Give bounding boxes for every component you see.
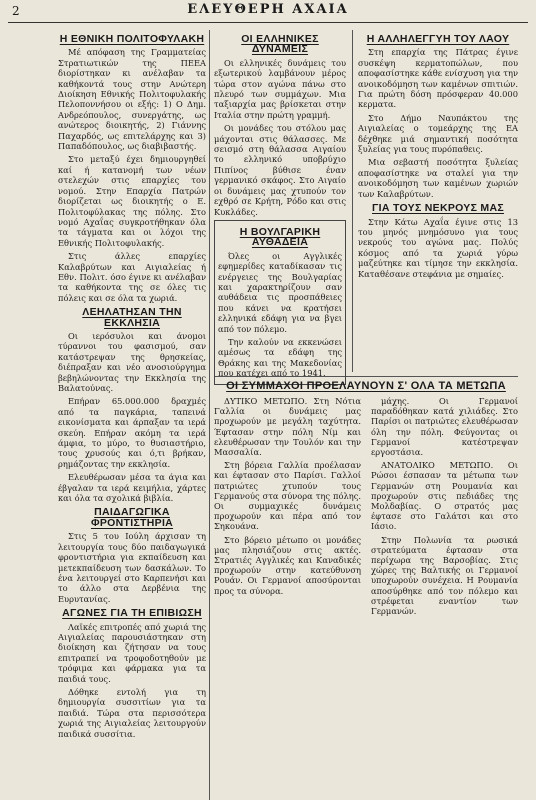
article-title-our-dead: ΓΙΑ ΤΟΥΣ ΝΕΚΡΟΥΣ ΜΑΣ	[372, 202, 504, 215]
article-paragraph: Στη επαρχία της Πάτρας έγινε συσκέψη κερματοπώλων, που αποφασίστηκε κάθε ενίσχυση για την ανοικοδόμηση των καμένων σπιτιών. Για πρώτη δόση πρόσφεραν 40.000 κερματα.	[358, 47, 518, 110]
article-paragraph: Στο μεταξύ έχει δημιουργηθεί καί ή κατανομή των νέων στελεχών στις επαρχίες του νομού. Στην Επαρχία Πατρών διορίζεται ως διοικητής ο Ε. Πολιτοφύλακας της πόλης. Στο νομό Αχαΐας συγκροτήθηκαν όλα τα τάγματα και οι λόχοι της Εθνικής Πολιτοφυλακής.	[58, 154, 206, 248]
masthead: ΕΛΕΥΘΕΡΗ ΑΧΑΙΑ	[187, 2, 349, 17]
article-paragraph: Στην Κάτω Αχαΐα έγινε στις 13 του μηνός μνημόσυνο για τους νεκρούς του αγώνα μας. Πολύς κόσμος από τα χωριά γύρω μαζεύτηκε και τίμησε την εκκλησία. Καταθέσανε στεφάνια με σημαίες.	[358, 216, 518, 279]
wide-article-fronts	[214, 380, 518, 800]
article-paragraph: Στις 5 του Ιούλη άρχισαν τη λειτουργία τους δύο παιδαγωγικά φροντιστήρια για εκπαίδευση και μετεκπαίδευση των δασκάλων. Το ένα λειτουργεί στο Καρπενήσι και το άλλο στα Δερβένια της Ευρυτανίας.	[58, 531, 206, 604]
article-paragraph: Οι μονάδες του στόλου μας μάχονται στις θάλασσες. Με σεισμό στη θάλασσα Αιγαίου το ελληνικό υποβρύχιο Πιπίνος βύθισε έναν γερμανικό σκάφος. Στο Αιγαίο οι δυνάμεις μας χτυπούν τον εχθρό σε Κρήτη, Ρόδο και στις Κυκλάδες.	[214, 123, 346, 217]
column-middle	[214, 30, 346, 379]
article-title-pedagogical-seminars: ΠΑΙΔΑΓΩΓΙΚΑ ΦΡΟΝΤΙΣΤΗΡΙΑ	[90, 506, 174, 529]
wide-article-columns	[214, 396, 518, 619]
article-title-church-looting: ΛΕΗΛΑΤΗΣΑΝ ΤΗΝ ΕΚΚΛΗΣΙΑ	[82, 306, 182, 329]
article-paragraph: ΔΥΤΙΚΟ ΜΕΤΩΠΟ. Στη Νότια Γαλλία οι δυνάμεις μας προχωρούν με μεγάλη ταχύτητα. Έφτασαν στην πόλη Νίμ και ελευθέρωσαν την Τουλόν και την Μασσαλία.	[214, 396, 361, 458]
page-number: 2	[12, 4, 20, 18]
article-paragraph: Την καλούν να εκκενώσει αμέσως τα εδάφη της Θράκης και της Μακεδονίας που κατέχει από το 1941.	[218, 336, 342, 379]
article-paragraph: Οι ελληνικές δυνάμεις του εξωτερικού λαμβάνουν μέρος τώρα στον αγώνα πάνω στο πλευρό των συμμάχων. Μια ταξιαρχία μας βρίσκεται στην Ιταλία στην πρώτη γραμμή.	[214, 57, 346, 120]
article-title-national-militia: Η ΕΘΝΙΚΗ ΠΟΛΙΤΟΦΥΛΑΚΗ	[59, 33, 205, 45]
article-title-bulgarian-insolence: Η ΒΟΥΛΓΑΡΙΚΗ ΑΥΘΑΔΕΙΑ	[239, 225, 321, 249]
header-rule	[8, 22, 528, 23]
article-paragraph: ΑΝΑΤΟΛΙΚΟ ΜΕΤΩΠΟ. Οι Ρώσοι έσπασαν τα μέτωπα των Γερμανών στη Ρουμανία και προχωρούν στις πεδιάδες της Μολδαβίας. Ο στρατός μας έφτασε στο Γαλάτσι και στο Ιάσιο.	[371, 460, 518, 532]
page-header	[0, 0, 536, 26]
boxed-article	[214, 220, 346, 385]
article-paragraph: Στη βόρεια Γαλλία προέλασαν και έφτασαν στο Παρίσι. Γαλλοί πατριώτες χτυπούν τους Γερμανούς στα σύνορα της πόλης. Οι συμμαχικές δυνάμεις προχωρούν και πέρα από τον Σηκουάνα.	[214, 460, 361, 532]
article-paragraph: Δόθηκε εντολή για τη δημιουργία συσσιτίων για τα παιδιά. Τώρα στα περισσότερα χωριά της Αιγιαλείας λειτουργούν παιδικά συσσίτια.	[58, 686, 206, 739]
article-title-allies-advance: ΟΙ ΣΥΜΜΑΧΟΙ ΠΡΟΕΛΑΥΝΟΥΝ Σ' ΟΛΑ ΤΑ ΜΕΤΩΠΑ	[226, 380, 506, 392]
article-paragraph: Λαϊκές επιτροπές από χωριά της Αιγιαλείας παρουσιάστηκαν στη διοίκηση και ζήτησαν να τους επιτραπεί να τροφοδοτηθούν με τρόφιμα και φάρμακα για τα παιδιά τους.	[58, 621, 206, 684]
article-title-survival-struggles: ΑΓΩΝΕΣ ΓΙΑ ΤΗ ΕΠΙΒΙΩΣΗ	[62, 607, 202, 620]
article-title-solidarity: Η ΑΛΛΗΛΕΓΓΥΗ ΤΟΥ ΛΑΟΥ	[366, 33, 510, 45]
article-paragraph: μάχης. Οι Γερμανοί παραδόθηκαν κατά χιλιάδες. Στο Παρίσι οι πατριώτες ελευθέρωσαν όλη την πόλη. Φεύγοντας οι Γερμανοί κατέστρεψαν εργοστάσια.	[371, 396, 518, 458]
article-paragraph: Μέ απόφαση της Γραμματείας Στρατιωτικών της ΠΕΕΑ διορίστηκαν κι ανέλαβαν τα καθήκοντά τους στην Ανώτερη Διοίκηση Εθνικής Πολιτοφυλακής Πελοποννήσου οι εξής: 1) Ο Δημ. Ανδρεόπουλος, συνεργάτης, ως ανώτερος διοικητής, 2) Γιάννης Παχαρδός, ως επιτελάρχης και 3) Παπαδόπουλος, ως διαβιβαστής.	[58, 47, 206, 152]
article-paragraph: Επήραν 65.000.000 δραχμές από τα παγκάρια, ταπεινά εικονίσματα και άρπαξαν τα ιερά σκεύη. Επήραν ακόμη τα ιερά άμφια, το μύρο, το θυσιαστήριο, τους χρυσούς και ό,τι βρήκαν, ρημάζοντας την εκκλησία.	[58, 396, 206, 469]
wide-article-left	[214, 396, 361, 619]
article-paragraph: Ελευθέρωσαν μέσα τα άγια και έβγαλαν τα ιερά κειμήλια, χάρτες και όλα τα σχολικά βιβλία.	[58, 472, 206, 504]
article-paragraph: Μια σεβαστή ποσότητα ξυλείας αποφασίστηκε να σταλεί για την ανοικοδόμηση των καμένων χωριών των Καλαβρύτων.	[358, 157, 518, 199]
article-paragraph: Στις άλλες επαρχίες Καλαβρύτων και Αιγιαλείας ή Εθν. Πολιτ. όσο έγινε κι ανέλαβαν τα καθήκοντα της σε όλες τις πόλεις και σε όλα τα χωριά.	[58, 251, 206, 303]
article-paragraph: Όλες οι Αγγλικές εφημερίδες καταδίκασαν τις ενέργειες της Βουλγαρίας και χαρακτηρίζουν σαν αυθάδεια τις προσπάθειες που κάνει να κρατήσει ελληνικά εδάφη για να βγει από τον πόλεμο.	[218, 250, 342, 334]
article-paragraph: Στο Δήμο Ναυπάκτου της Αιγιαλείας ο τομεάρχης της ΕΑ δέχθηκε μιά σημαντική ποσότητα ξυλείας για τους πυρόπαθεις.	[358, 112, 518, 155]
article-paragraph: Στο βόρειο μέτωπο οι μονάδες μας πλησιάζουν στις ακτές. Στρατιές Αγγλικές και Καναδικές προχωρούν στην κατεύθυνση Ρουάν. Οι Γερμανοί αποσύρονται προς τα σύνορα.	[214, 534, 361, 596]
column-right	[358, 30, 518, 372]
column-divider	[209, 30, 210, 800]
article-title-greek-forces: ΟΙ ΕΛΛΗΝΙΚΕΣ ΔΥΝΑΜΕΙΣ	[241, 33, 319, 56]
column-left	[58, 30, 206, 800]
column-divider	[352, 30, 353, 372]
article-paragraph: Οι ιερόσυλοι και άνομοι τύραννοι του φασισμού, σαν κατάστρεψαν της θρησκείας, διέπραξαν και νέο ανοσιούργημα βεβηλώνοντας την Εκκλησία της Βαλατούνας.	[58, 330, 206, 393]
article-paragraph: Στην Πολωνία τα ρωσικά στρατεύματα έφτασαν στα περίχωρα της Βαρσοβίας. Στις χώρες της Βαλτικής οι Γερμανοί υποχωρούν συνέχεια. Η Ρουμανία αποσύρθηκε από τον πόλεμο και στρέφεται εναντίον των Γερμανών.	[371, 534, 518, 617]
wide-article-right	[371, 396, 518, 619]
